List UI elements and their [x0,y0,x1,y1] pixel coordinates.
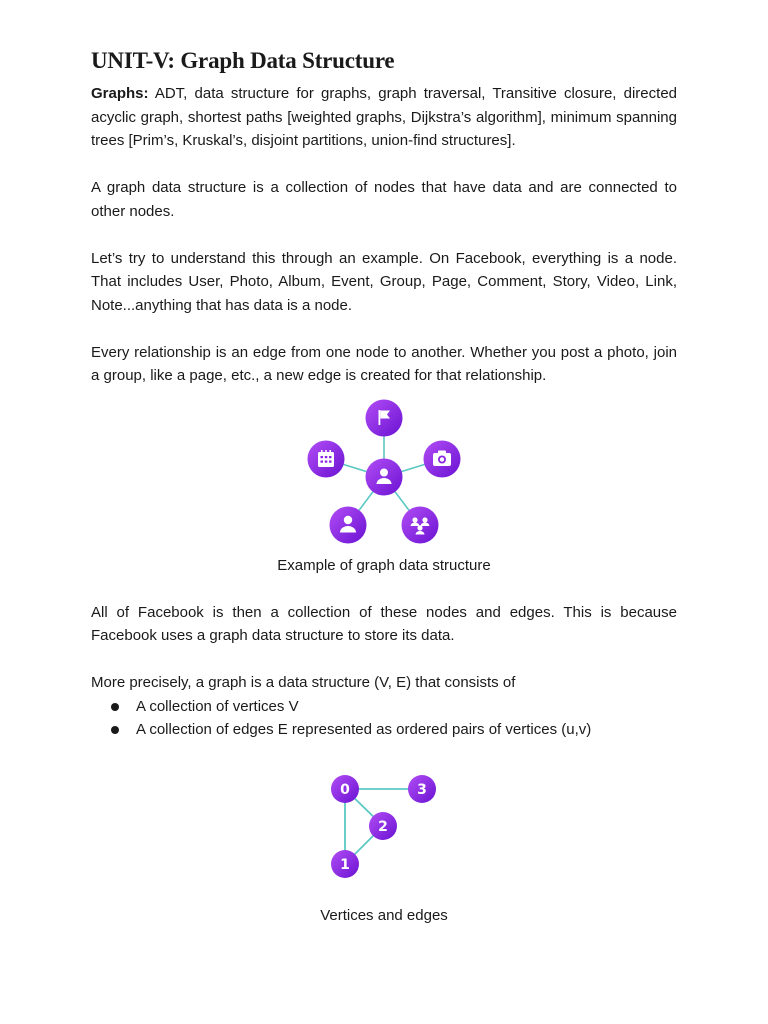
vertex-label: 2 [378,818,388,835]
flag-node [366,399,403,436]
document-page [91,46,677,927]
center-user-node [366,458,403,495]
intro-paragraph [91,82,677,153]
paragraph-relationship: Every relationship is an edge from one node to another. Whether you post a photo, join a group, like a page, etc., a new edge is created for that relationship. [91,343,677,384]
vertex-2 [369,812,397,840]
figure1-caption: Example of graph data structure [277,556,491,574]
vertex-label: 1 [340,856,350,873]
vertex-1 [331,850,359,878]
list-item-text: A collection of vertices V [136,697,299,715]
calendar-node [308,440,345,477]
calendar-icon [318,450,334,467]
bullet-icon [111,703,119,711]
definition-list [91,695,677,742]
graph-example-figure [91,390,677,546]
list-item [91,718,677,742]
paragraph-definition: A graph data structure is a collection of nodes that have data and are connected to other nodes. [91,179,677,220]
page-title: UNIT-V: Graph Data Structure [91,48,395,73]
paragraph-facebook-example: Let’s try to understand this through an example. On Facebook, everything is a node. That includes User, Photo, Album, Event, Group, Page, Comment, Story, Video, Link, Note...anything that has data is a node. [91,249,677,314]
vertex-3 [408,775,436,803]
user-node [330,506,367,543]
vertex-label: 3 [417,781,427,798]
intro-text: ADT, data structure for graphs, graph traversal, Transitive closure, directed acyclic graph, shortest paths [weighted graphs, Dijkstra’s algorithm], minimum spanning trees [Prim’s, Kruskal’s, disjoint partitions, union-find structures]. [91,85,677,149]
paragraph-precise-definition: More precisely, a graph is a data structure (V, E) that consists of [91,674,516,691]
figure2-caption: Vertices and edges [320,906,448,924]
intro-lead: Graphs: [91,85,149,102]
list-item-text: A collection of edges E represented as ordered pairs of vertices (u,v) [136,721,592,738]
camera-node [424,440,461,477]
group-node [402,506,439,543]
vertices-edges-figure [91,772,677,892]
paragraph-facebook-collection: All of Facebook is then a collection of these nodes and edges. This is because Facebook uses a graph data structure to store its data. [91,603,677,644]
bullet-icon [111,726,119,734]
list-item [91,695,677,719]
vertex-0 [331,775,359,803]
vertex-label: 0 [340,781,350,798]
